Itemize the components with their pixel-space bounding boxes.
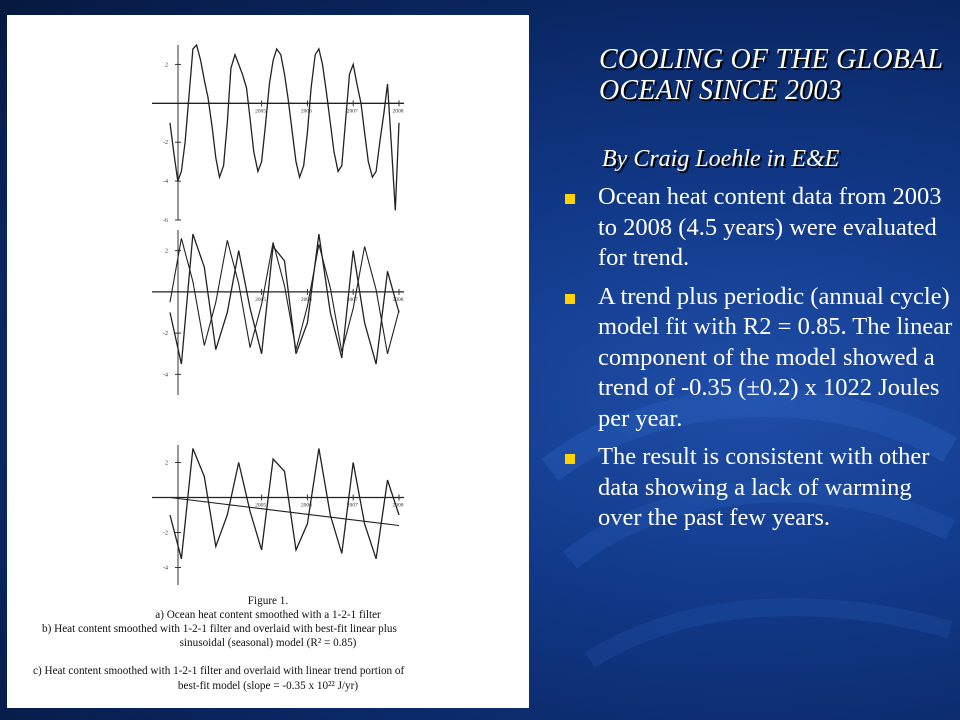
bullet-square-icon — [565, 294, 575, 304]
chart-x-tick-label: 2007 — [346, 296, 358, 303]
chart-y-tick-label: 2 — [165, 248, 168, 255]
caption-c2: best-fit model (slope = -0.35 x 10²² J/yr) — [177, 680, 359, 692]
bullet-square-icon — [565, 194, 575, 204]
chart-y-tick-label: 2 — [165, 460, 168, 467]
caption-b1: b) Heat content smoothed with 1-2-1 filter and overlaid with best-fit linear plus — [42, 623, 397, 635]
bullet-list — [565, 182, 957, 542]
bullet-text: A trend plus periodic (annual cycle) model fit with R2 = 0.85. The linear component of the model showed a trend of -0.35 (±0.2) x 1022 Joules per year. — [598, 282, 953, 432]
caption-a: a) Ocean heat content smoothed with a 1-2-1 filter — [155, 609, 381, 621]
chart-series-line — [170, 498, 399, 526]
bullet-text: The result is consistent with other data showing a lack of warming over the past few years. — [598, 443, 930, 531]
chart-series-line — [170, 238, 399, 353]
chart-y-tick-label: -2 — [163, 530, 168, 537]
chart-x-tick-label: 2006 — [300, 296, 312, 303]
chart-x-tick-label: 2005 — [255, 108, 267, 115]
chart-x-tick-label: 2007 — [346, 502, 358, 509]
bullet-item — [565, 182, 957, 274]
chart-y-tick-label: -6 — [163, 218, 168, 224]
caption-title: Figure 1. — [247, 595, 289, 607]
slide-subtitle: By Craig Loehle in E&E — [602, 146, 840, 172]
chart-x-tick-label: 2008 — [392, 502, 404, 509]
chart-y-tick-label: 2 — [165, 62, 168, 69]
chart-x-tick-label: 2006 — [300, 108, 312, 115]
chart-y-tick-label: -4 — [163, 565, 168, 572]
chart-series-line — [170, 449, 399, 559]
chart-series-line — [170, 45, 399, 210]
chart-y-tick-label: -2 — [163, 331, 168, 338]
chart-x-tick-label: 2006 — [300, 502, 312, 509]
bullet-item — [565, 282, 957, 435]
bullet-item — [565, 442, 957, 534]
chart-x-tick-label: 2007 — [346, 108, 358, 115]
chart-y-tick-label: -2 — [163, 140, 168, 147]
caption-b2: sinusoidal (seasonal) model (R² = 0.85) — [179, 637, 357, 649]
figure-panel — [7, 15, 529, 708]
bullet-text: Ocean heat content data from 2003 to 2008 (4.5 years) were evaluated for trend. — [598, 183, 942, 271]
chart-x-tick-label: 2005 — [255, 296, 267, 303]
chart-x-tick-label: 2008 — [392, 296, 404, 303]
chart-y-tick-label: -4 — [163, 372, 168, 379]
slide-title: COOLING OF THE GLOBAL OCEAN SINCE 2003 — [599, 44, 943, 106]
bullet-square-icon — [565, 454, 575, 464]
chart-x-tick-label: 2005 — [255, 502, 267, 509]
caption-c1: c) Heat content smoothed with 1-2-1 filter and overlaid with linear trend portion of — [33, 665, 405, 677]
chart-x-tick-label: 2008 — [392, 108, 404, 115]
chart-y-tick-label: -4 — [163, 179, 168, 186]
